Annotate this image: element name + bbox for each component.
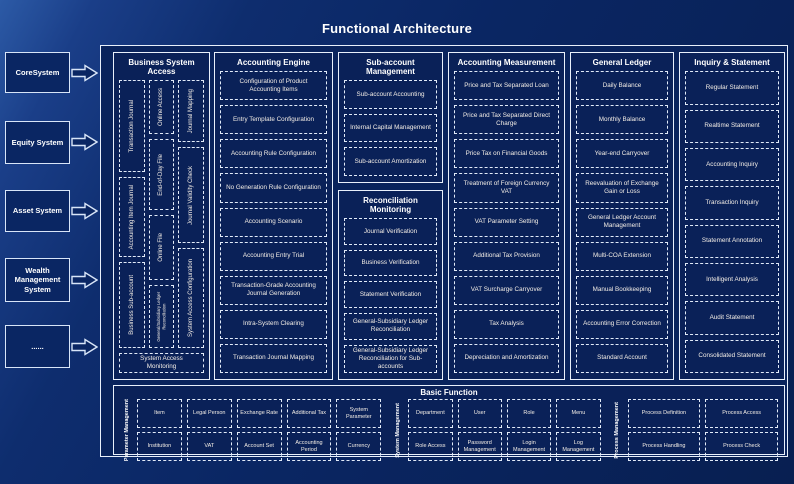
item-label: End-of-Day File: [158, 153, 165, 196]
function-item: Accounting Error Correction: [576, 310, 668, 339]
group-row: [408, 432, 600, 461]
item-list: [344, 80, 437, 176]
function-item: Multi-COA Extension: [576, 242, 668, 271]
function-item: Intelligent Analysis: [685, 263, 779, 296]
function-item: Institution: [137, 432, 182, 461]
function-item: Price Tax on Financial Goods: [454, 139, 559, 168]
group-row: [137, 399, 381, 428]
external-system-wealth: [5, 258, 70, 302]
function-item: Accounting Inquiry: [685, 148, 779, 181]
group-process-management: [611, 399, 778, 461]
basic-function-groups: [120, 399, 778, 461]
function-item: [149, 139, 175, 209]
item-list: [220, 71, 327, 373]
function-item: Currency: [336, 432, 381, 461]
function-item: Accounting Period: [287, 432, 332, 461]
column-reconciliation-monitoring: [338, 190, 443, 380]
group-grid: [137, 399, 381, 461]
function-item: Item: [137, 399, 182, 428]
external-system-asset: [5, 190, 70, 232]
function-item: Audit Statement: [685, 301, 779, 334]
group-system-management: [391, 399, 600, 461]
item-label: General/Subsidiary Ledger Reconciliation: [155, 291, 167, 342]
function-item: Monthly Balance: [576, 105, 668, 134]
function-item: Consolidated Statement: [685, 340, 779, 373]
item-label: Transaction Journal: [128, 100, 135, 153]
function-item: General-Subsidiary Ledger Reconciliation: [344, 313, 437, 340]
function-item: General Ledger Account Management: [576, 208, 668, 237]
function-item: Process Access: [705, 399, 778, 428]
function-item: Accounting Scenario: [220, 208, 327, 237]
diagram-title: Functional Architecture: [321, 21, 473, 36]
group-row: [408, 399, 600, 428]
column-header: Inquiry & Statement: [694, 58, 770, 67]
function-item: Entry Template Configuration: [220, 105, 327, 134]
system-label: CoreSystem: [15, 67, 60, 77]
bsa-body: [119, 80, 204, 348]
function-item: User: [458, 399, 502, 428]
function-item: Password Management: [458, 432, 502, 461]
column-accounting-measurement: [448, 52, 565, 380]
function-item: [119, 262, 145, 348]
column-inquiry-statement: [679, 52, 785, 380]
function-item: Exchange Rate: [237, 399, 282, 428]
system-label: Asset System: [12, 206, 63, 216]
function-item: Manual Bookkeeping: [576, 276, 668, 305]
function-item: Menu: [556, 399, 600, 428]
function-item: Role: [507, 399, 551, 428]
function-item: Journal Verification: [344, 218, 437, 245]
function-item: Business Verification: [344, 250, 437, 277]
group-row: [628, 432, 778, 461]
group-row: [137, 432, 381, 461]
function-item: VAT: [187, 432, 232, 461]
function-item: VAT Surcharge Carryover: [454, 276, 559, 305]
system-label: Wealth Management System: [14, 265, 61, 294]
function-item: Daily Balance: [576, 71, 668, 100]
column-header: Sub-account Management: [366, 58, 415, 77]
function-item: Log Management: [556, 432, 600, 461]
column-business-system-access: [113, 52, 210, 380]
column-header: Business System Access: [128, 58, 195, 77]
group-grid: [628, 399, 778, 461]
function-item: Standard Account: [576, 344, 668, 373]
external-system-coresystem: [5, 52, 70, 93]
group-label: [391, 399, 405, 461]
system-label: Equity System: [11, 137, 64, 147]
function-item: Tax Analysis: [454, 310, 559, 339]
item-label: Online Access: [158, 88, 165, 127]
item-label: Journal Mapping: [188, 89, 195, 134]
item-label: Journal Validity Check: [188, 165, 195, 225]
function-item: [119, 177, 145, 256]
item-label: System Access Monitoring: [140, 355, 183, 370]
group-grid: [408, 399, 600, 461]
function-item: Sub-account Accounting: [344, 80, 437, 109]
function-item: Transaction Inquiry: [685, 186, 779, 219]
bsa-col-a: [119, 80, 145, 348]
group-label: [120, 399, 134, 461]
column-sub-account-management: [338, 52, 443, 183]
group-parameter-management: [120, 399, 381, 461]
function-item: Login Management: [507, 432, 551, 461]
function-item: Legal Person: [187, 399, 232, 428]
function-item: General-Subsidiary Ledger Reconciliation for Sub-accounts: [344, 345, 437, 374]
arrow-right-icon: [71, 133, 98, 151]
external-system-equity: [5, 121, 70, 164]
arrow-right-icon: [71, 64, 98, 82]
function-item: Statement Verification: [344, 281, 437, 308]
function-item: Regular Statement: [685, 71, 779, 104]
group-row: [628, 399, 778, 428]
function-item: Depreciation and Amortization: [454, 344, 559, 373]
bsa-col-b: [149, 80, 175, 348]
function-item: Transaction-Grade Accounting Journal Generation: [220, 276, 327, 305]
bsa-col-c: [178, 80, 204, 348]
item-list: [685, 71, 779, 373]
function-item: Additional Tax: [287, 399, 332, 428]
column-header: Reconciliation Monitoring: [363, 196, 418, 215]
function-item: Department: [408, 399, 452, 428]
panel-header: Basic Function: [420, 388, 478, 397]
item-list: [454, 71, 559, 373]
column-accounting-engine: [214, 52, 333, 380]
function-item: Process Handling: [628, 432, 701, 461]
function-item: Realtime Statement: [685, 110, 779, 143]
item-label: System Access Configuration: [188, 259, 195, 338]
column-header: Accounting Engine: [237, 58, 310, 67]
function-item: Reevaluation of Exchange Gain or Loss: [576, 173, 668, 202]
function-item: Configuration of Product Accounting Items: [220, 71, 327, 100]
item-label: Online File: [158, 233, 165, 262]
function-item: [178, 147, 204, 243]
group-label-text: Process Management: [614, 401, 621, 459]
function-item: [149, 80, 175, 134]
group-label-text: System Management: [395, 402, 402, 458]
function-item: Accounting Entry Trial: [220, 242, 327, 271]
external-system-ellipsis: [5, 325, 70, 368]
function-item: Role Access: [408, 432, 452, 461]
function-item: System Parameter: [336, 399, 381, 428]
function-item: Price and Tax Separated Direct Charge: [454, 105, 559, 134]
function-item: [149, 285, 175, 348]
column-header: General Ledger: [592, 58, 652, 67]
function-item: Transaction Journal Mapping: [220, 344, 327, 373]
function-item: Internal Capital Management: [344, 114, 437, 143]
function-item: Year-end Carryover: [576, 139, 668, 168]
item-list: [576, 71, 668, 373]
group-label-text: Parameter Management: [123, 399, 130, 462]
function-item: [178, 248, 204, 348]
function-item: VAT Parameter Setting: [454, 208, 559, 237]
function-item: [119, 353, 204, 373]
arrow-right-icon: [71, 338, 98, 356]
function-item: Additional Tax Provision: [454, 242, 559, 271]
function-item: No Generation Rule Configuration: [220, 173, 327, 202]
item-label: Business Sub-account: [128, 275, 135, 335]
basic-function-panel: [113, 385, 785, 462]
arrow-right-icon: [71, 271, 98, 289]
column-header: Accounting Measurement: [457, 58, 556, 67]
function-item: [178, 80, 204, 142]
system-label: ......: [31, 341, 44, 351]
column-general-ledger: [570, 52, 674, 380]
function-item: Process Definition: [628, 399, 701, 428]
item-label: Accounting Item Journal: [128, 184, 135, 250]
function-item: [149, 215, 175, 281]
function-item: Sub-account Amortization: [344, 147, 437, 176]
function-item: Account Set: [237, 432, 282, 461]
group-label: [611, 399, 625, 461]
function-item: Process Check: [705, 432, 778, 461]
function-item: Accounting Rule Configuration: [220, 139, 327, 168]
function-item: Statement Annotation: [685, 225, 779, 258]
function-item: Treatment of Foreign Currency VAT: [454, 173, 559, 202]
item-list: [344, 218, 437, 373]
arrow-right-icon: [71, 202, 98, 220]
function-item: [119, 80, 145, 172]
function-item: Price and Tax Separated Loan: [454, 71, 559, 100]
function-item: Intra-System Clearing: [220, 310, 327, 339]
